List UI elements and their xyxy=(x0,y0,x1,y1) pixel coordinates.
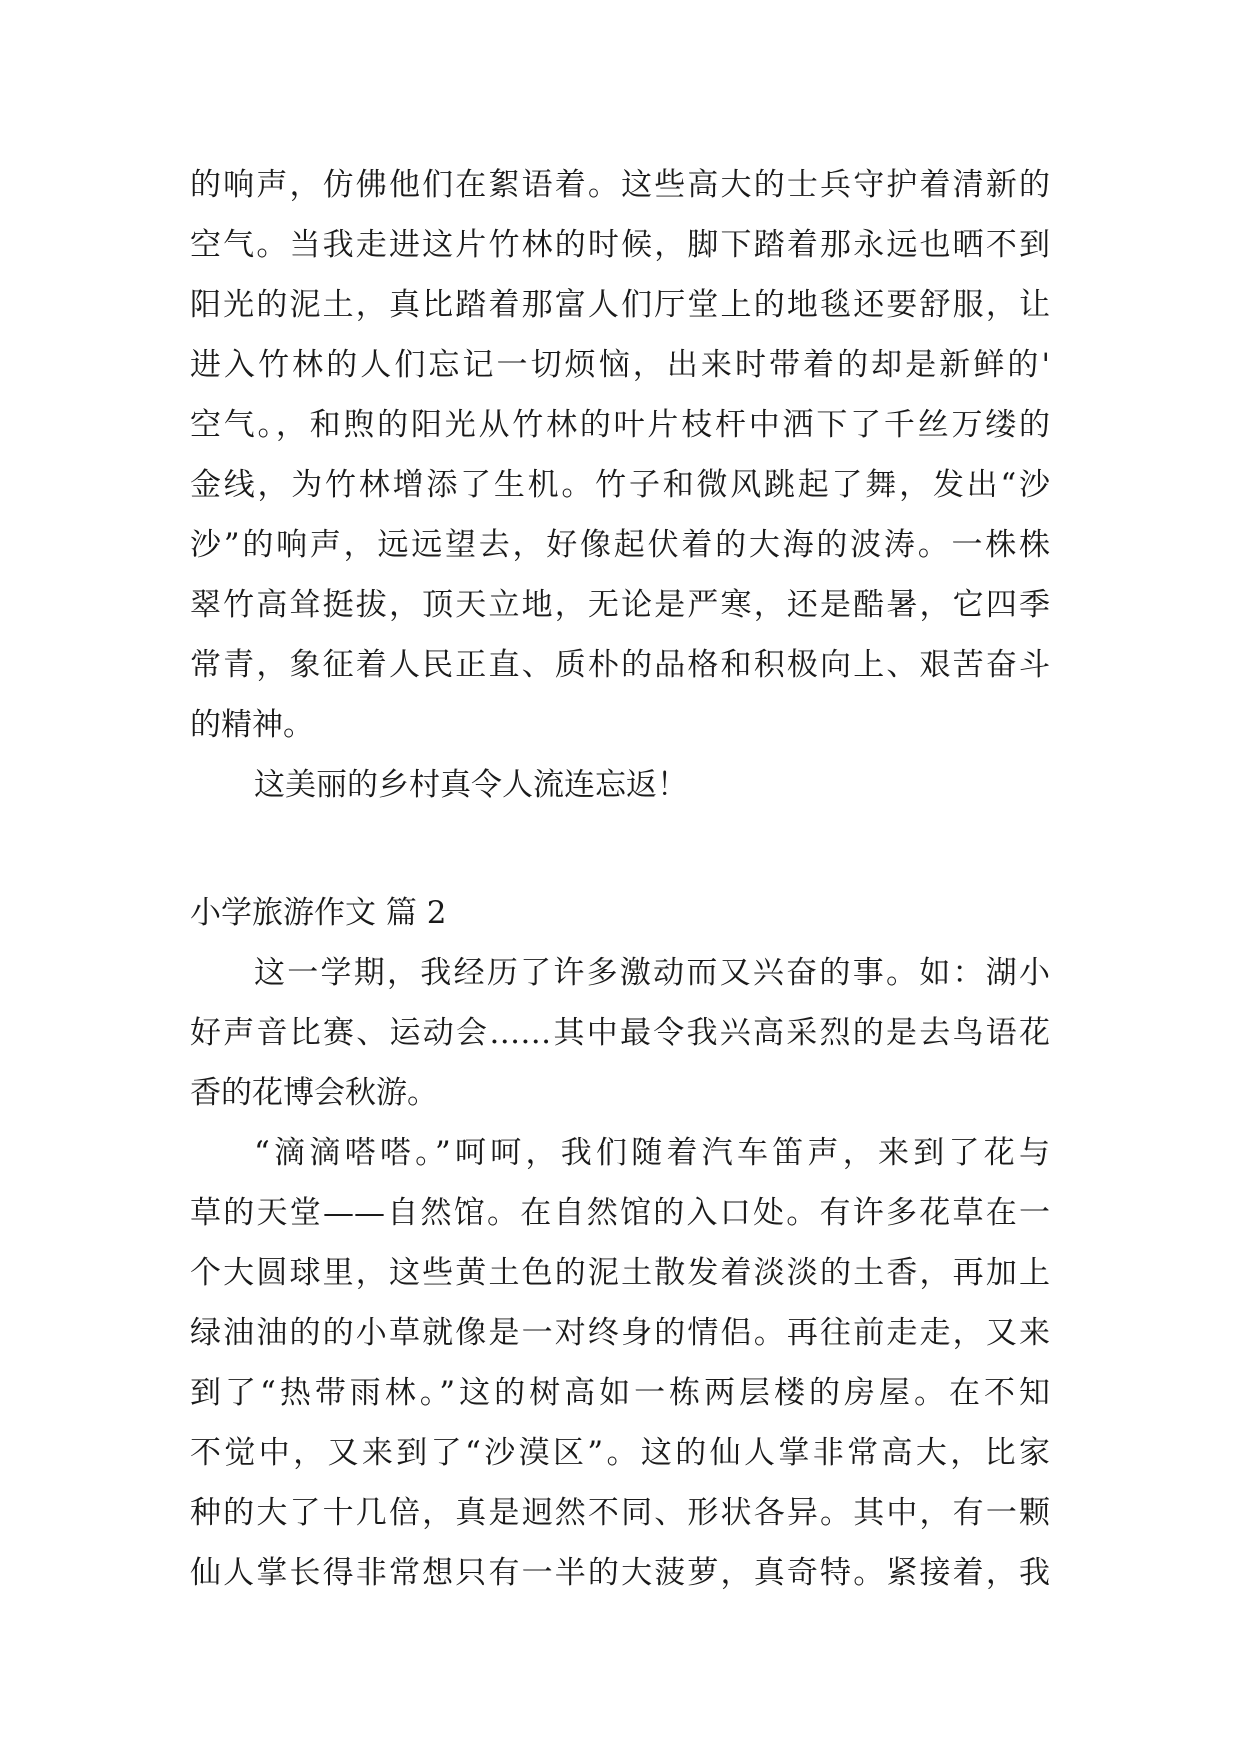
document-page xyxy=(190,155,1050,1603)
text-line: 好声音比赛、运动会……其中最令我兴高采烈的是去鸟语花 xyxy=(190,1015,1050,1051)
section-gap xyxy=(190,815,1050,883)
text-line: 空气。当我走进这片竹林的时候，脚下踏着那永远也晒不到 xyxy=(190,227,1050,263)
text-line: 的响声，仿佛他们在絮语着。这些高大的士兵守护着清新的 xyxy=(190,167,1050,203)
paragraph-conclusion xyxy=(190,755,1050,815)
paragraph-nature-hall xyxy=(190,1123,1050,1603)
text-line: 绿油油的的小草就像是一对终身的情侣。再往前走走，又来 xyxy=(190,1315,1050,1351)
text-line: 的精神。 xyxy=(190,707,314,743)
text-line: 到了“热带雨林。”这的树高如一栋两层楼的房屋。在不知 xyxy=(190,1375,1050,1411)
text-line: 个大圆球里，这些黄土色的泥土散发着淡淡的土香，再加上 xyxy=(190,1255,1050,1291)
text-line: 种的大了十几倍，真是迥然不同、形状各异。其中，有一颗 xyxy=(190,1495,1050,1531)
text-line: 不觉中，又来到了“沙漠区”。这的仙人掌非常高大，比家 xyxy=(190,1435,1050,1471)
paragraph-semester-intro xyxy=(190,943,1050,1123)
section-title: 小学旅游作文 篇 2 xyxy=(190,895,447,931)
text-line: 草的天堂——自然馆。在自然馆的入口处。有许多花草在一 xyxy=(190,1195,1050,1231)
text-line: 仙人掌长得非常想只有一半的大菠萝，真奇特。紧接着，我 xyxy=(190,1555,1050,1591)
text-line: 这一学期，我经历了许多激动而又兴奋的事。如：湖小 xyxy=(254,955,1050,991)
text-line: 这美丽的乡村真令人流连忘返！ xyxy=(254,767,688,803)
text-line: 常青，象征着人民正直、质朴的品格和积极向上、艰苦奋斗 xyxy=(190,647,1050,683)
text-line: 金线，为竹林增添了生机。竹子和微风跳起了舞，发出“沙 xyxy=(190,467,1050,503)
text-line: 翠竹高耸挺拔，顶天立地，无论是严寒，还是酷暑，它四季 xyxy=(190,587,1050,623)
text-line: 进入竹林的人们忘记一切烦恼，出来时带着的却是新鲜的' xyxy=(190,347,1050,383)
text-line: 沙”的响声，远远望去，好像起伏着的大海的波涛。一株株 xyxy=(190,527,1050,563)
paragraph-bamboo-forest xyxy=(190,155,1050,755)
text-line: “滴滴嗒嗒。”呵呵，我们随着汽车笛声，来到了花与 xyxy=(254,1135,1050,1171)
text-line: 香的花博会秋游。 xyxy=(190,1075,438,1111)
text-line: 空气。，和煦的阳光从竹林的叶片枝杆中洒下了千丝万缕的 xyxy=(190,407,1050,443)
text-line: 阳光的泥土，真比踏着那富人们厅堂上的地毯还要舒服，让 xyxy=(190,287,1050,323)
